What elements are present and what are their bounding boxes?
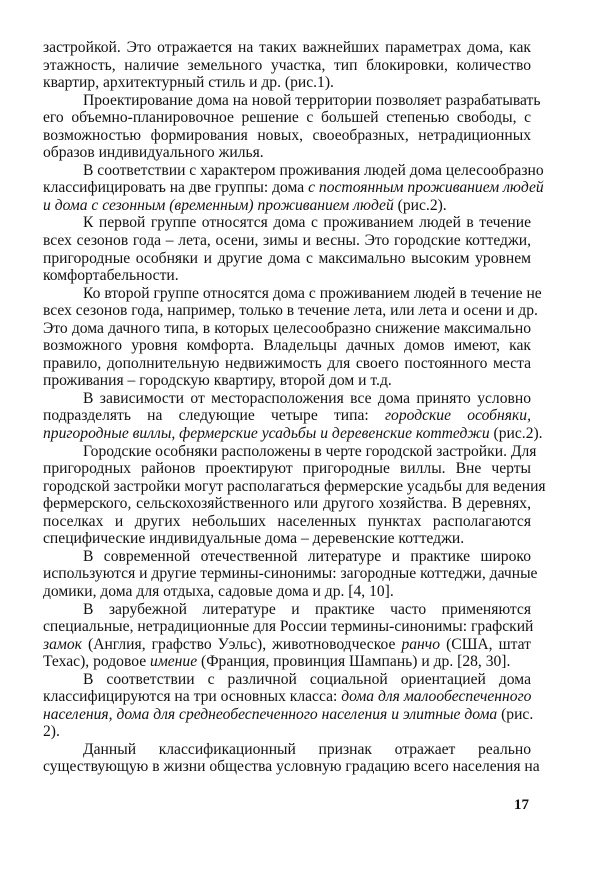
text-line [43,390,531,408]
italic-text: городские особняки, [384,407,531,425]
text: этажность, наличие земельного участка, тип блокировки, количество [43,56,531,74]
text-line [43,705,534,724]
text-line [43,513,531,531]
text: Ко второй группе относятся дома с проживанием людей в течение не [83,284,542,302]
text-line [43,214,531,232]
text: квартир, архитектурный стиль и др. (рис.1). [43,74,334,92]
text: 2). [43,723,60,741]
italic-text: пригородные виллы, фермерские усадьбы и деревенские коттеджи [43,425,490,443]
text-line [43,688,531,706]
text-line [43,179,544,197]
text-line [43,460,531,478]
text: возможностью формирования новых, своеобразных, нетрадиционных [43,126,531,144]
text-line [43,425,543,443]
text-line [43,372,531,390]
text-line [43,477,546,496]
text: В зарубежной литературе и практике часто применяются [83,600,531,618]
text-line [43,109,531,127]
text-line [43,284,542,303]
text-line [43,583,531,601]
italic-text: населения, дома для среднеобеспеченного населения и элитные дома [43,705,498,723]
paragraph [43,670,534,741]
text: В зависимости от месторасположения все дома принято условно [83,389,531,407]
text-line [43,127,531,145]
paragraph [43,39,531,92]
text-line [43,530,531,548]
text-line [43,320,531,338]
text: пригородные особняки и другие дома с максимально высоким уровнем [43,249,531,267]
paragraph [43,161,544,215]
paragraph [43,600,534,671]
text-line [43,144,531,162]
text: Это дома дачного типа, в которых целесообразно снижение максимально [43,319,531,337]
text: (Франция, провинция Шампань) и др. [28, 30]. [197,653,511,671]
paragraph [43,91,541,162]
text-line [43,565,538,583]
paragraph [43,284,542,390]
text-line [43,671,531,689]
text: (США, штат [440,635,531,653]
text: классифицировать на две группы: дома [43,179,309,197]
text-line [43,407,531,425]
paragraph [43,740,540,776]
paragraph [43,547,538,601]
text-line [43,302,538,320]
italic-text: замок [43,635,82,653]
italic-text: ранчо [401,635,441,653]
text-line [43,57,531,75]
text: Городские особняки расположены в черте городской застройки. Для [83,442,537,460]
text-line [43,39,531,57]
italic-text: и дома с сезонным (временным) проживанием людей [43,196,394,214]
text-line [43,758,540,776]
text: Техас), родовое [43,653,151,671]
paragraph [43,442,546,548]
text: В соответствии с характером проживания людей дома целесообразно [83,161,544,179]
text: (Англия, графство Уэльс), животноводческое [81,635,402,653]
text-line [43,161,544,180]
text: (рис. [497,705,534,723]
text: (рис.2). [393,196,447,214]
italic-text: с постоянным проживанием людей [308,179,544,197]
italic-text: дома для малообеспеченного [341,688,532,706]
text-line [43,618,534,636]
text-line [43,337,531,355]
text: возможного уровня комфорта. Владельцы дачных домов имеют, как [43,337,531,355]
text-line [43,495,531,513]
page-number: 17 [514,797,529,813]
text: фермерского, сельскохозяйственного или другого хозяйства. В деревнях, [43,495,531,513]
text: его объемно-планировочное решение с большей степенью свободы, с [43,109,531,127]
italic-text: имение [150,653,198,671]
text: используются и другие термины-синонимы: загородные коттеджи, дачные [43,565,538,583]
text-line [43,250,531,268]
text-line [43,442,537,461]
text: специфические индивидуальные дома – деревенские коттеджи. [43,530,465,548]
text: К первой группе относятся дома с проживанием людей в течение [83,214,531,232]
text: образов индивидуального жилья. [43,144,264,162]
paragraph [43,214,531,284]
text-line [43,653,531,671]
document-body [43,39,546,776]
text: правило, дополнительную недвижимость для своего постоянного места [43,354,531,372]
text: городской застройки могут располагаться фермерские усадьбы для ведения [43,477,546,495]
text: Проектирование дома на новой территории позволяет разрабатывать [83,91,541,109]
text-line [43,74,531,92]
text: поселках и других небольших населенных пунктах располагаются [43,512,531,530]
text: домики, дома для отдыха, садовые дома и др. [4, 10]. [43,582,394,600]
text-line [43,91,541,110]
text: всех сезонов года, например, только в течение лета, или лета и осени и др. [43,302,538,320]
text-line [43,741,531,759]
text: застройкой. Это отражается на таких важнейших параметрах дома, как [43,39,531,56]
text-line [43,232,531,250]
text: существующую в жизни общества условную градацию всего населения на [43,758,540,776]
text-line [43,355,531,373]
text: подразделять на следующие четыре типа: [43,407,385,425]
text: В соответствии с различной социальной ориентацией дома [83,670,531,688]
paragraph [43,389,543,443]
text: (рис.2). [489,425,543,443]
text-line [43,548,531,566]
text-line [43,723,531,741]
text: всех сезонов года – лета, осени, зимы и весны. Это городские коттеджи, [43,232,531,250]
text: специальные, нетрадиционные для России термины-синонимы: графский [43,618,534,636]
text: В современной отечественной литературе и практике широко [83,547,531,565]
text-line [43,636,531,654]
text: классифицируются на три основных класса: [43,688,342,706]
text: Данный классификационный признак отражает реально [83,740,531,758]
text-line [43,267,531,285]
text: пригородных районов проектируют пригородные виллы. Вне черты [43,460,531,478]
text-line [43,601,531,619]
text: комфортабельности. [43,267,179,285]
text-line [43,197,531,215]
text: проживания – городскую квартиру, второй дом и т.д. [43,372,392,390]
